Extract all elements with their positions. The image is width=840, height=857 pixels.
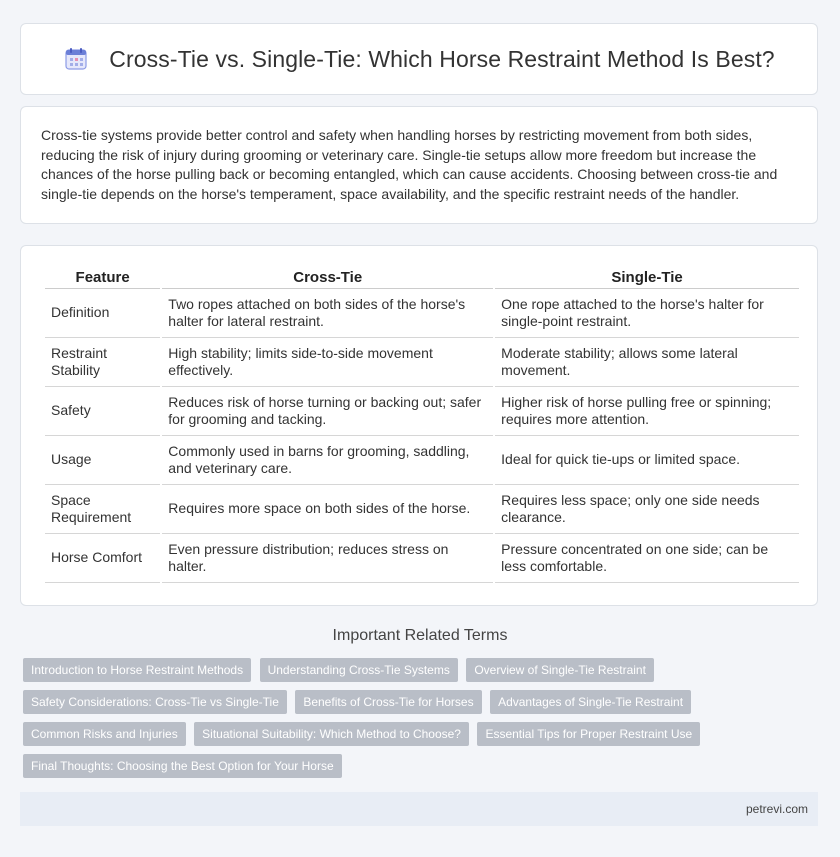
related-term-tag[interactable]: Advantages of Single-Tie Restraint [490,690,691,714]
single-tie-cell: One rope attached to the horse's halter for single-point restraint. [495,289,799,338]
single-tie-cell: Requires less space; only one side needs clearance. [495,485,799,534]
table-row [45,534,799,583]
column-header: Single-Tie [495,266,799,289]
comparison-table [43,266,801,583]
table-row [45,387,799,436]
comparison-card [20,245,818,606]
feature-cell: Space Requirement [45,485,160,534]
footer [20,792,818,826]
feature-cell: Restraint Stability [45,338,160,387]
feature-cell: Safety [45,387,160,436]
feature-cell: Definition [45,289,160,338]
cross-tie-cell: Reduces risk of horse turning or backing out; safer for grooming and tacking. [162,387,493,436]
cross-tie-cell: High stability; limits side-to-side movement effectively. [162,338,493,387]
single-tie-cell: Higher risk of horse pulling free or spinning; requires more attention. [495,387,799,436]
single-tie-cell: Ideal for quick tie-ups or limited space. [495,436,799,485]
related-term-tag[interactable]: Overview of Single-Tie Restraint [466,658,654,682]
cross-tie-cell: Two ropes attached on both sides of the horse's halter for lateral restraint. [162,289,493,338]
related-terms-title: Important Related Terms [332,627,508,644]
related-term-tag[interactable]: Understanding Cross-Tie Systems [260,658,458,682]
related-term-tag[interactable]: Safety Considerations: Cross-Tie vs Single-Tie [23,690,287,714]
column-header: Feature [45,266,160,289]
table-header-row [45,266,799,289]
related-term-tag[interactable]: Situational Suitability: Which Method to Choose? [194,722,469,746]
intro-card [20,106,818,224]
related-terms-list [23,658,823,786]
single-tie-cell: Moderate stability; allows some lateral movement. [495,338,799,387]
table-row [45,436,799,485]
related-term-tag[interactable]: Introduction to Horse Restraint Methods [23,658,251,682]
related-term-tag[interactable]: Benefits of Cross-Tie for Horses [295,690,481,714]
calendar-icon [63,46,89,72]
single-tie-cell: Pressure concentrated on one side; can be less comfortable. [495,534,799,583]
site-link[interactable]: petrevi.com [745,802,808,816]
header-card [20,23,818,95]
cross-tie-cell: Commonly used in barns for grooming, saddling, and veterinary care. [162,436,493,485]
cross-tie-cell: Requires more space on both sides of the horse. [162,485,493,534]
table-row [45,485,799,534]
related-term-tag[interactable]: Essential Tips for Proper Restraint Use [477,722,700,746]
intro-text: Cross-tie systems provide better control and safety when handling horses by restricting movement from both sides, reducing the risk of injury during grooming or veterinary care. Single-tie setups allow more freedom but increase the chances of the horse pulling back or becoming entangled, which can cause accidents. Choosing between cross-tie and single-tie depends on the horse's temperament, space availability, and the specific restraint needs of the handler. [41,127,778,202]
feature-cell: Usage [45,436,160,485]
cross-tie-cell: Even pressure distribution; reduces stress on halter. [162,534,493,583]
column-header: Cross-Tie [162,266,493,289]
table-row [45,289,799,338]
feature-cell: Horse Comfort [45,534,160,583]
related-term-tag[interactable]: Common Risks and Injuries [23,722,186,746]
table-row [45,338,799,387]
related-term-tag[interactable]: Final Thoughts: Choosing the Best Option for Your Horse [23,754,342,778]
page-title: Cross-Tie vs. Single-Tie: Which Horse Restraint Method Is Best? [109,45,775,72]
